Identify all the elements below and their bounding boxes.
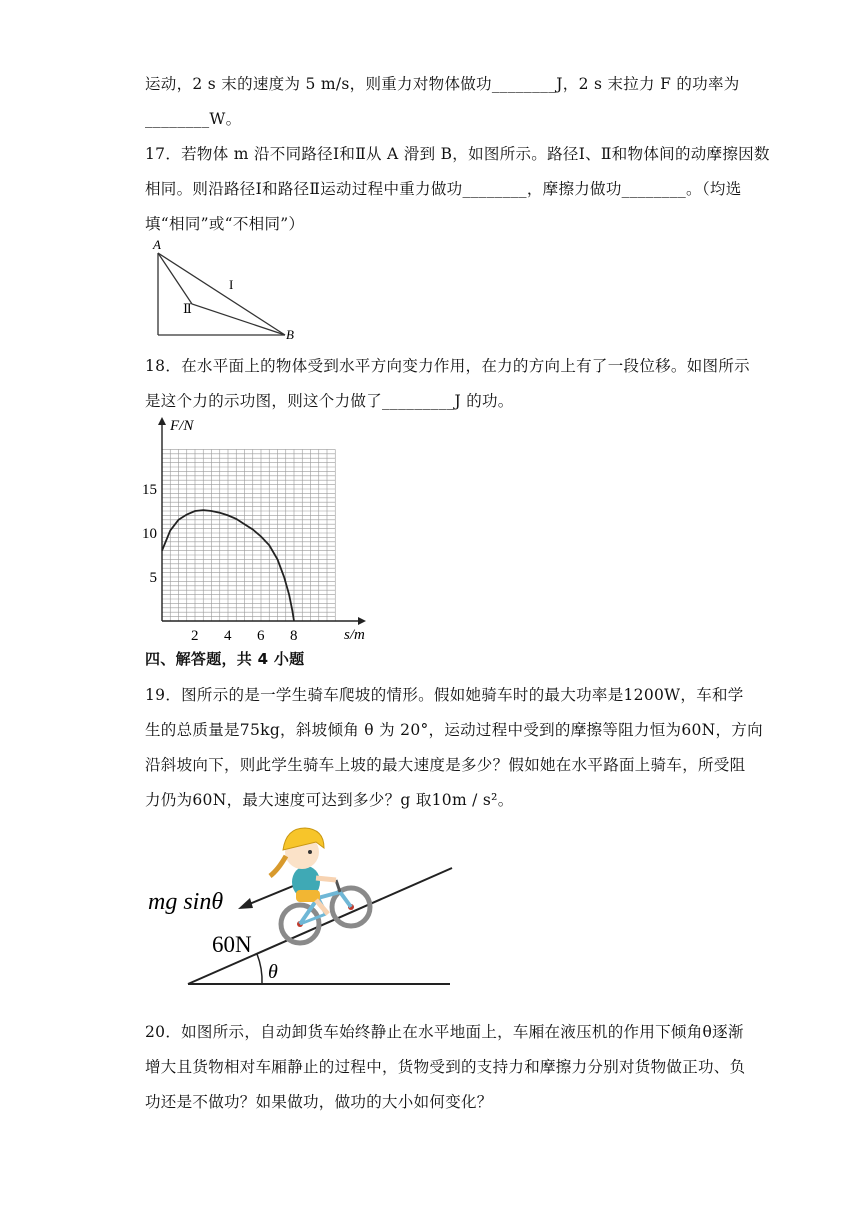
force-arrow-head <box>238 898 253 909</box>
y-tick-label: 10 <box>142 526 157 542</box>
chart-grid <box>162 449 335 621</box>
line-1: 运动，2 s 末的速度为 5 m/s，则重力对物体做功________J，2 s 末拉力 F 的功率为 <box>145 75 740 93</box>
label-a: A <box>153 238 161 252</box>
figure-17-triangle <box>145 238 305 344</box>
x-tick-label: 8 <box>290 628 298 643</box>
section-heading: 四、解答题，共 4 小题 <box>145 650 305 668</box>
cyclist-illustration <box>270 828 370 943</box>
y-axis-label: F/N <box>170 418 194 434</box>
x-tick-label: 4 <box>224 628 232 643</box>
question-19-line-2: 生的总质量是75kg，斜坡倾角 θ 为 20°，运动过程中受到的摩擦等阻力恒为60N，方向 <box>145 721 763 739</box>
question-17-line-3: 填“相同”或“不相同”） <box>145 215 305 233</box>
y-tick-label: 15 <box>142 482 157 498</box>
x-tick-label: 6 <box>257 628 265 643</box>
question-18-line-1: 18．在水平面上的物体受到水平方向变力作用，在力的方向上有了一段位移。如图所示 <box>145 357 750 375</box>
x-axis-arrow <box>358 617 366 625</box>
line-2: ________W。 <box>145 110 242 128</box>
force-displacement-chart <box>140 413 380 643</box>
question-19-line-1: 19．图所示的是一学生骑车爬坡的情形。假如她骑车时的最大功率是1200W，车和学 <box>145 686 744 704</box>
y-axis-arrow <box>158 417 166 425</box>
y-tick-label: 5 <box>149 570 157 586</box>
question-19-line-4: 力仍为60N，最大速度可达到多少？g 取10m / s²。 <box>145 791 514 809</box>
question-19-line-3: 沿斜坡向下，则此学生骑车上坡的最大速度是多少？假如她在水平路面上骑车，所受阻 <box>145 756 746 774</box>
force-label: mg sinθ <box>148 889 224 915</box>
question-17-line-2: 相同。则沿路径Ⅰ和路径Ⅱ运动过程中重力做功________，摩擦力做功________。（均选 <box>145 180 742 198</box>
question-20-line-1: 20．如图所示，自动卸货车始终静止在水平地面上，车厢在液压机的作用下倾角θ逐渐 <box>145 1023 744 1041</box>
question-20-line-2: 增大且货物相对车厢静止的过程中，货物受到的支持力和摩擦力分别对货物做正功、负 <box>145 1058 746 1076</box>
angle-label: θ <box>268 961 278 983</box>
label-path-1: I <box>229 277 234 292</box>
label-path-2: Ⅱ <box>183 301 192 316</box>
label-b: B <box>286 327 294 342</box>
angle-arc <box>257 954 262 984</box>
x-axis-label: s/m <box>344 627 365 643</box>
question-20-line-3: 功还是不做功？如果做功，做功的大小如何变化？ <box>145 1093 493 1111</box>
question-18-line-2: 是这个力的示功图，则这个力做了_________J 的功。 <box>145 392 514 410</box>
figure-19-cyclist-on-slope <box>140 812 470 992</box>
question-17-line-1: 17．若物体 m 沿不同路径Ⅰ和Ⅱ从 A 滑到 B，如图所示。路径Ⅰ、Ⅱ和物体间的动摩擦因数 <box>145 145 770 163</box>
friction-force-label: 60N <box>212 932 252 957</box>
x-tick-label: 2 <box>191 628 199 643</box>
path-1-line <box>158 253 285 335</box>
